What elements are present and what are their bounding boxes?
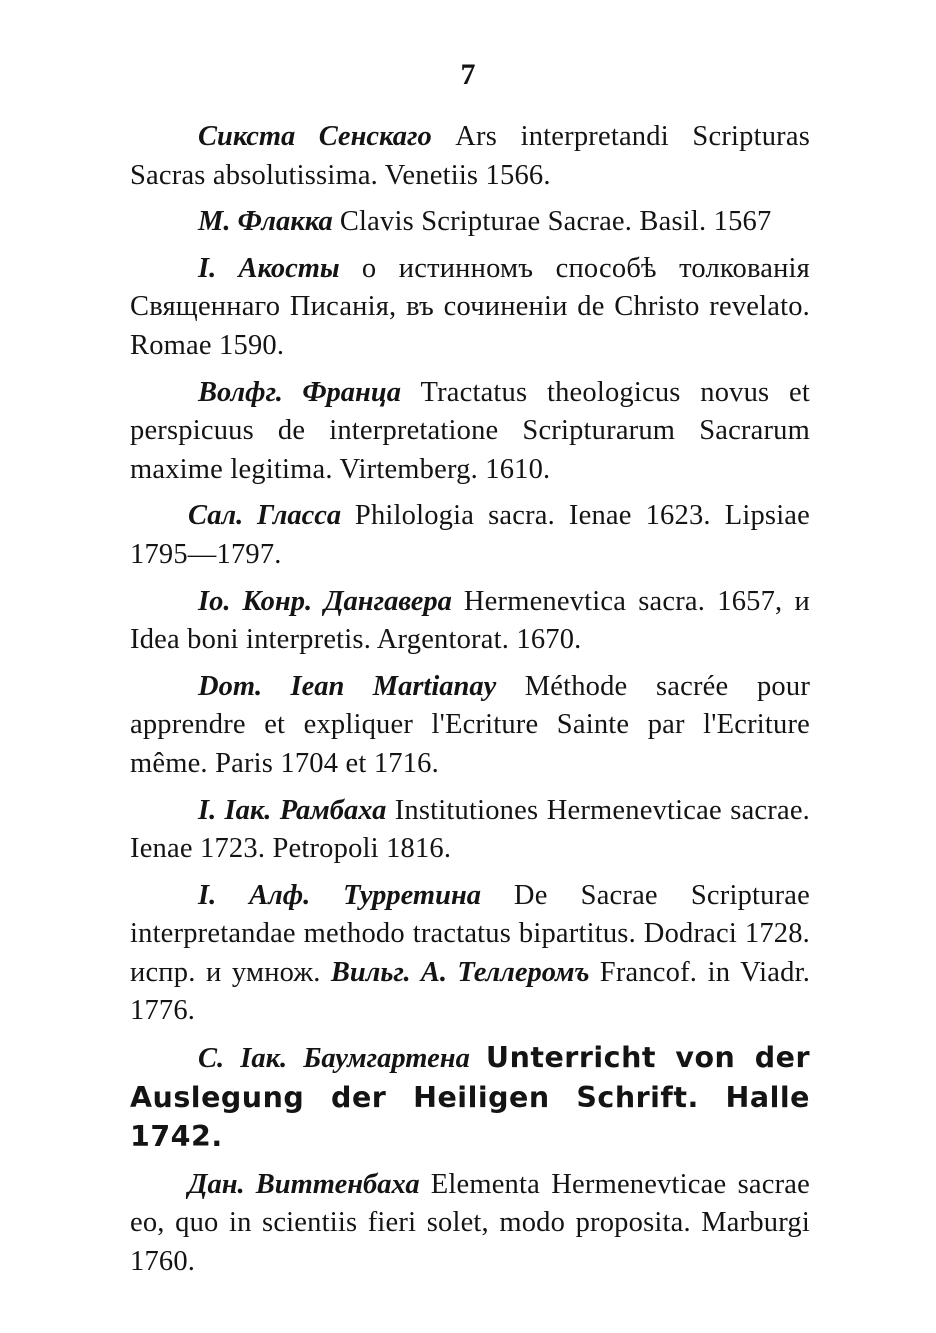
entry-text: Hermenevtica sacra. 1657, и Idea boni interpretis. Argentorat. 1670. [130, 585, 810, 656]
bibliography-entry [130, 877, 810, 1031]
bibliography-entry [130, 203, 810, 242]
entry-author: Dom. Iean Martianay [198, 670, 497, 702]
bibliography-entry [130, 668, 810, 784]
entry-author: Дан. Виттенбаха [188, 1168, 420, 1200]
entry-author: С. Іак. Баумгартена [198, 1043, 470, 1075]
entry-text-continued: Francof. in Viadr. 1776. [130, 956, 811, 1027]
entry-translator: Вильг. А. Теллеромъ [330, 956, 590, 988]
bibliography-entry [130, 1039, 810, 1158]
bibliography-entry [130, 792, 810, 869]
bibliography-entry [130, 1166, 810, 1282]
bibliography-entry [130, 250, 810, 366]
entry-author: Сал. Глассa [188, 500, 342, 532]
entry-author: М. Флакка [198, 206, 333, 238]
entry-text-fraktur: Unterricht von der Auslegung der Heiligen Schrift. Halle 1742. [130, 1041, 810, 1154]
entry-author: I. Іак. Рамбаха [198, 794, 387, 826]
entry-author: Сикста Сенскаго [198, 121, 432, 152]
entry-author: I. Акосты [198, 252, 340, 284]
entry-text: Philologia sacra. Ienae 1623. Lipsiae 1795—1797. [130, 500, 811, 570]
entry-text: Ars interpretandi Scripturas Sacras absolutissima. Venetiis 1566. [130, 121, 810, 191]
entry-text: Clavis Scripturae Sacrae. Basil. 1567 [339, 206, 772, 238]
bibliography-entry [130, 118, 810, 195]
entry-author: Io. Конр. Дангавера [198, 585, 452, 617]
entry-text: Méthode sacrée pour apprendre et expliquer l'Ecriture Sainte par l'Ecriture même. Paris 1704 et 1716. [130, 670, 811, 779]
page-number: 7 [460, 58, 476, 91]
bibliography-entry [130, 374, 810, 490]
entry-text: Tractatus theologicus novus et perspicuus de interpretatione Scripturarum Sacrarum maxime legitima. Virtemberg. 1610. [130, 376, 810, 485]
bibliography-list [130, 118, 810, 1290]
entry-author: Волфг. Франца [198, 376, 401, 408]
entry-text: Elementa Hermenevticae sacrae eo, quo in scientiis fieri solet, modo proposita. Marburgi 1760. [130, 1168, 810, 1278]
bibliography-entry [130, 497, 810, 574]
entry-text: De Sacrae Scripturae interpretandae methodo tractatus bipartitus. Dodraci 1728. испр. и умнож. [130, 879, 810, 988]
entry-text: о истинномъ способѣ толкованія Священнаго Писанія, въ сочиненіи de Christo revelato. Romae 1590. [130, 252, 810, 361]
bibliography-entry [130, 583, 810, 660]
entry-text: Institutiones Hermenevticae sacrae. Ienae 1723. Petropoli 1816. [130, 794, 811, 865]
entry-author: I. Алф. Турретина [198, 879, 482, 911]
